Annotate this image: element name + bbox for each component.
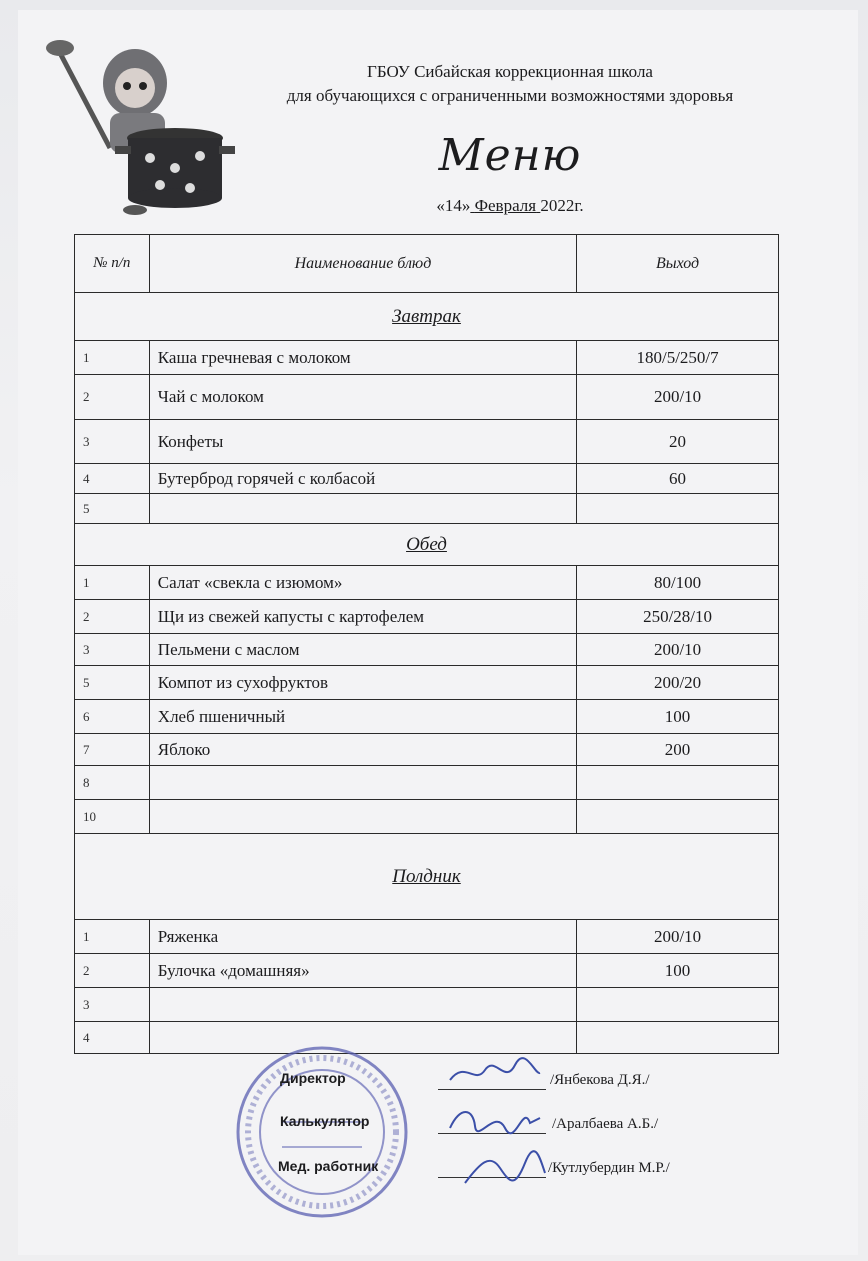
dish-yield: 250/28/10 [577, 600, 779, 634]
table-row [75, 1022, 779, 1054]
date-day: «14» [436, 196, 471, 215]
row-number: 8 [75, 766, 150, 800]
row-number: 1 [75, 920, 150, 954]
director-name: /Янбекова Д.Я./ [550, 1072, 650, 1088]
row-number: 1 [75, 566, 150, 600]
dish-name: Салат «свекла с изюмом» [149, 566, 576, 600]
row-number: 10 [75, 800, 150, 834]
row-number: 4 [75, 464, 150, 494]
table-row [75, 700, 779, 734]
row-number: 5 [75, 666, 150, 700]
row-number: 2 [75, 600, 150, 634]
dish-name: Конфеты [149, 420, 576, 464]
school-name-line1: ГБОУ Сибайская коррекционная школа [367, 62, 653, 81]
section-header [75, 293, 779, 341]
dish-name: Яблоко [149, 734, 576, 766]
dish-name: Каша гречневая с молоком [149, 341, 576, 375]
table-row [75, 734, 779, 766]
row-number: 2 [75, 375, 150, 420]
dish-yield [577, 494, 779, 524]
dish-name: Щи из свежей капусты с картофелем [149, 600, 576, 634]
dish-name: Бутерброд горячей с колбасой [149, 464, 576, 494]
school-name-line2: для обучающихся с ограниченными возможностями здоровья [286, 86, 734, 105]
dish-yield: 80/100 [577, 566, 779, 600]
dish-name: Хлеб пшеничный [149, 700, 576, 734]
calculator-name: /Аралбаева А.Б./ [552, 1116, 659, 1132]
dish-name: Пельмени с маслом [149, 634, 576, 666]
dish-name [149, 988, 576, 1022]
date-year: 2022г. [540, 196, 584, 215]
table-row [75, 566, 779, 600]
medic-role: Мед. работник [278, 1158, 379, 1174]
section-header [75, 834, 779, 920]
section-header [75, 524, 779, 566]
dish-yield [577, 766, 779, 800]
menu-date [340, 196, 680, 216]
school-stamp-icon [232, 1042, 412, 1222]
dish-yield: 100 [577, 954, 779, 988]
table-row [75, 420, 779, 464]
col-header-name: Наименование блюд [149, 235, 576, 293]
table-row [75, 634, 779, 666]
dish-name [149, 494, 576, 524]
dish-name [149, 800, 576, 834]
table-row [75, 800, 779, 834]
menu-table [74, 234, 779, 1054]
director-signature-icon [445, 1055, 545, 1095]
col-header-out: Выход [577, 235, 779, 293]
table-row [75, 766, 779, 800]
table-row [75, 666, 779, 700]
table-row [75, 341, 779, 375]
section-title: Полдник [75, 834, 779, 920]
dish-yield: 200/10 [577, 920, 779, 954]
dish-name [149, 766, 576, 800]
dish-yield [577, 1022, 779, 1054]
row-number: 2 [75, 954, 150, 988]
calculator-signature-icon [445, 1098, 545, 1140]
dish-name: Ряженка [149, 920, 576, 954]
calculator-role: Калькулятор [280, 1113, 370, 1129]
dish-yield: 200/10 [577, 375, 779, 420]
dish-yield [577, 988, 779, 1022]
director-role: Директор [280, 1070, 346, 1086]
table-row [75, 375, 779, 420]
row-number: 4 [75, 1022, 150, 1054]
medic-signature-icon [460, 1148, 550, 1198]
table-row [75, 464, 779, 494]
col-header-num: № п/п [75, 235, 150, 293]
mascot-girl-with-pot-icon [40, 28, 240, 218]
row-number: 7 [75, 734, 150, 766]
dish-name: Булочка «домашняя» [149, 954, 576, 988]
row-number: 6 [75, 700, 150, 734]
section-title: Завтрак [75, 293, 779, 341]
row-number: 3 [75, 988, 150, 1022]
dish-yield: 180/5/250/7 [577, 341, 779, 375]
dish-yield [577, 800, 779, 834]
medic-name: /Кутлубердин М.Р./ [548, 1160, 670, 1176]
row-number: 5 [75, 494, 150, 524]
dish-name: Чай с молоком [149, 375, 576, 420]
menu-table-body [75, 293, 779, 1054]
dish-yield: 20 [577, 420, 779, 464]
section-title: Обед [75, 524, 779, 566]
row-number: 3 [75, 634, 150, 666]
dish-yield: 100 [577, 700, 779, 734]
table-row [75, 988, 779, 1022]
row-number: 1 [75, 341, 150, 375]
table-row [75, 920, 779, 954]
page-title: Меню [438, 130, 582, 181]
dish-yield: 200/20 [577, 666, 779, 700]
dish-yield: 60 [577, 464, 779, 494]
row-number: 3 [75, 420, 150, 464]
dish-name: Компот из сухофруктов [149, 666, 576, 700]
table-row [75, 494, 779, 524]
dish-yield: 200/10 [577, 634, 779, 666]
table-row [75, 600, 779, 634]
date-month: Февраля [474, 196, 537, 215]
table-row [75, 954, 779, 988]
dish-yield: 200 [577, 734, 779, 766]
